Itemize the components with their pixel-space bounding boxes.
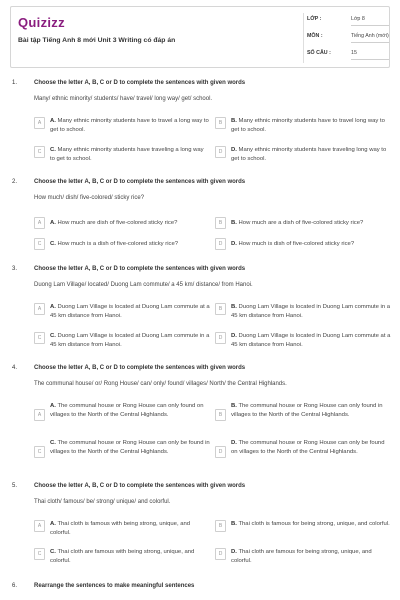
option-letter-box: A: [34, 520, 45, 532]
question-instruction: Choose the letter A, B, C or D to complete the sentences with given words: [34, 80, 246, 86]
question-number: 1.: [12, 80, 18, 86]
option-text: Many ethnic minority students have to travel long way to get to school.: [231, 118, 385, 133]
option-letter-box: B: [215, 217, 226, 229]
option-label: C.: [50, 147, 56, 153]
option-text: The communal house or Rong House can only found in villages to the North of the Central Highlands.: [231, 403, 383, 418]
question-prompt: Thai cloth/ famous/ be/ strong/ unique/ and colorful.: [34, 499, 171, 505]
option-label: B.: [231, 220, 237, 226]
option-letter-box: C: [34, 332, 45, 344]
worksheet-header: [10, 6, 390, 68]
option-letter-box: B: [215, 409, 226, 421]
question-number: 5.: [12, 483, 18, 489]
option-label: A.: [50, 304, 56, 310]
meta-class-line: [351, 25, 389, 26]
question-instruction: Choose the letter A, B, C or D to complete the sentences with given words: [34, 266, 246, 272]
option-label: D.: [231, 549, 237, 555]
option-letter-box: D: [215, 446, 226, 458]
worksheet-title: Bài tập Tiếng Anh 8 mới Unit 3 Writing có đáp án: [18, 37, 176, 44]
option-letter-box: D: [215, 238, 226, 250]
meta-subject-line: [351, 42, 389, 43]
question-number: 6.: [12, 583, 18, 589]
question-instruction: Choose the letter A, B, C or D to complete the sentences with given words: [34, 179, 246, 185]
question-prompt: Duong Lam Village/ located/ Duong Lam commute/ a 45 km/ distance/ from Hanoi.: [34, 282, 253, 288]
option-label: D.: [231, 440, 237, 446]
meta-class-value: Lớp 8: [351, 16, 365, 22]
option-label: C.: [50, 549, 56, 555]
option-label: C.: [50, 333, 56, 339]
option-text: How much is a dish of five-colored sticky rice?: [57, 241, 179, 247]
option-letter-box: A: [34, 217, 45, 229]
option-text: Duong Lam Village is located in Duong Lam commute in a 45 km distance from Hanoi.: [231, 304, 391, 319]
option-letter-box: A: [34, 409, 45, 421]
option-text: Many ethnic minority students have traveling long way to get to school.: [231, 147, 387, 162]
question-number: 3.: [12, 266, 18, 272]
option-letter-box: B: [215, 117, 226, 129]
option-text: How much is dish of five-colored sticky rice?: [238, 241, 355, 247]
option-text: Duong Lam Village is located at Duong Lam commute at a 45 km distance from Hanoi.: [50, 304, 210, 319]
option-label: B.: [231, 118, 237, 124]
option-letter-box: C: [34, 238, 45, 250]
quizizz-logo[interactable]: Quizizz: [18, 15, 65, 30]
meta-subject: [307, 33, 389, 45]
option-letter-box: C: [34, 446, 45, 458]
question-prompt: How much/ dish/ five-colored/ sticky rice?: [34, 195, 145, 201]
meta-count-line: [351, 59, 389, 60]
option-letter-box: B: [215, 520, 226, 532]
option-text: Many ethnic minority students have to travel a long way to get to school.: [50, 118, 209, 133]
question-instruction: Choose the letter A, B, C or D to complete the sentences with given words: [34, 365, 246, 371]
question-number: 2.: [12, 179, 18, 185]
option-letter-box: C: [34, 146, 45, 158]
meta-class-label: LỚP :: [307, 16, 322, 22]
meta-class: [307, 16, 389, 28]
option-letter-box: A: [34, 303, 45, 315]
option-text: How much are a dish of five-colored sticky rice?: [238, 220, 364, 226]
question-instruction: Rearrange the sentences to make meaningful sentences: [34, 583, 195, 589]
option-label: A.: [50, 220, 56, 226]
meta-count-label: SỐ CÂU :: [307, 50, 331, 56]
question-prompt: Many/ ethnic minority/ students/ have/ travel/ long way/ get/ school.: [34, 96, 213, 102]
option-label: D.: [231, 147, 237, 153]
option-label: A.: [50, 118, 56, 124]
meta-count-value: 15: [351, 50, 357, 56]
option-text: Duong Lam Village is located at Duong Lam commute in a 45 km distance from Hanoi.: [50, 333, 210, 348]
option-label: B.: [231, 304, 237, 310]
option-letter-box: D: [215, 548, 226, 560]
option-text: Many ethnic minority students have traveling a long way to get to school.: [50, 147, 204, 162]
question-prompt: The communal house/ or/ Rong House/ can/ only/ found/ villages/ North/ the Central Highlands.: [34, 381, 287, 387]
option-label: B.: [231, 521, 237, 527]
option-text: How much are dish of five-colored sticky rice?: [57, 220, 178, 226]
question-number: 4.: [12, 365, 18, 371]
meta-subject-value: Tiếng Anh (mới): [351, 33, 389, 39]
option-letter-box: D: [215, 146, 226, 158]
option-text: The communal house or Rong House can only be found on villages to the North of the Central Highlands.: [231, 440, 385, 455]
option-text: Duong Lam Village is located in Duong Lam commute at a 45 km distance from Hanoi.: [231, 333, 391, 348]
option-label: C.: [50, 440, 56, 446]
option-label: A.: [50, 521, 56, 527]
option-label: C.: [50, 241, 56, 247]
question-instruction: Choose the letter A, B, C or D to complete the sentences with given words: [34, 483, 246, 489]
meta-subject-label: MÔN :: [307, 33, 323, 39]
option-text: The communal house or Rong House can only found on villages to the North of the Central Highlands.: [50, 403, 204, 418]
option-text: The communal house or Rong House can only be found in villages to the North of the Central Highlands.: [50, 440, 210, 455]
option-letter-box: B: [215, 303, 226, 315]
option-label: B.: [231, 403, 237, 409]
meta-count: [307, 50, 389, 62]
option-text: Thai cloth are famous with being strong, unique, and colorful.: [50, 549, 195, 564]
option-text: Thai cloth is famous for being strong, unique, and colorful.: [238, 521, 390, 527]
option-label: D.: [231, 333, 237, 339]
header-divider: [303, 13, 304, 63]
option-label: A.: [50, 403, 56, 409]
option-label: D.: [231, 241, 237, 247]
option-text: Thai cloth are famous for being strong, unique, and colorful.: [231, 549, 372, 564]
option-text: Thai cloth is famous with being strong, unique, and colorful.: [50, 521, 191, 536]
option-letter-box: A: [34, 117, 45, 129]
option-letter-box: C: [34, 548, 45, 560]
option-letter-box: D: [215, 332, 226, 344]
